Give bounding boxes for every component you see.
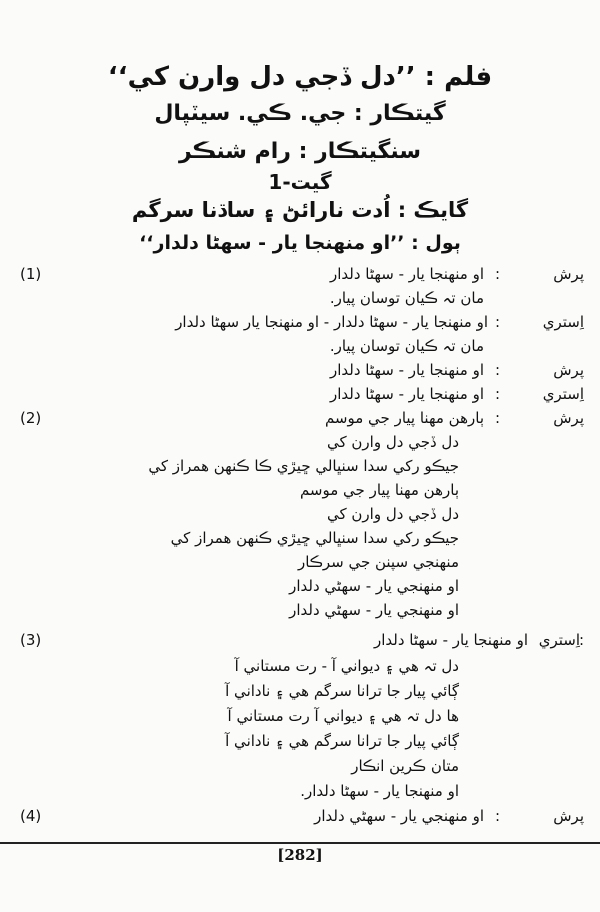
lyric-line: دل ڏجي دل وارن کي: [327, 433, 459, 451]
lyric-row: [20, 804, 584, 828]
page-number: [282]: [277, 846, 323, 864]
lyric-line: ٻارهن مهنا پيار جي موسم: [299, 481, 459, 499]
composer-line: سنگيتڪار : رام شنڪر: [179, 139, 421, 164]
lyric-row: [20, 754, 584, 778]
lyric-row: [20, 526, 584, 550]
verse-number: (4): [20, 807, 42, 825]
label-colon: :: [494, 385, 500, 403]
lyric-row: [20, 334, 584, 358]
song-number: گيت-1: [268, 170, 332, 194]
verse-number: (1): [20, 265, 42, 283]
lyric-line: او منهنجا يار - سهڻا دلدار: [329, 265, 484, 283]
lyric-line: او منهنجا يار - سهڻا دلدار.: [300, 782, 459, 800]
lyric-line: ها دل تہ هي ۽ ديواني آ رت مستاني آ: [227, 707, 459, 725]
lyric-line: ڳائي پيار جا ترانا سرگم هي ۽ ناداني آ: [225, 682, 459, 700]
film-title: فلم : ’’دل ڏجي دل وارن کي‘‘: [107, 62, 493, 92]
lyric-line: جيڪو رکي سدا سنڀالي ڇيڙي ڪا ڪنهن همراز کي: [148, 457, 459, 475]
lyric-row: [20, 382, 584, 406]
singer-label-male: پرش: [553, 361, 584, 379]
verse-number: (3): [20, 631, 42, 649]
lyric-line: دل تہ هي ۽ ديواني آ - رت مستاني آ: [234, 657, 459, 675]
lyric-line: متان ڪرين انڪار: [351, 757, 459, 775]
lyric-row: [20, 430, 584, 454]
label-colon: :: [494, 807, 500, 825]
song-opening-words: ٻول : ’’او منهنجا يار - سهڻا دلدار‘‘: [139, 232, 461, 254]
lyric-line: منهنجي سپنن جي سرڪار: [298, 553, 459, 571]
lyric-row: [20, 406, 584, 430]
lyric-row: [20, 310, 584, 334]
lyric-line: او منهنجي يار - سهڻي دلدار: [314, 807, 484, 825]
lyric-row: [20, 704, 584, 728]
singers-line: گايڪ : اُدت نارائڻ ۽ ساڌنا سرگم: [131, 198, 469, 222]
lyric-row: [20, 654, 584, 678]
label-colon: :: [578, 631, 584, 649]
lyric-line: او منهنجا يار - سهڻا دلدار: [329, 361, 484, 379]
lyric-row: [20, 779, 584, 803]
lyric-line: جيڪو رکي سدا سنڀالي ڇيڙي ڪنهن همراز کي: [170, 529, 459, 547]
singer-label-male: پرش: [553, 265, 584, 283]
lyric-row: [20, 729, 584, 753]
lyricist-line: گيتڪار : جي. ڪي. سيٽپال: [154, 101, 446, 126]
footer-rule: [0, 842, 600, 844]
singer-label-female: اِستري: [542, 313, 584, 331]
lyric-row: [20, 550, 584, 574]
lyric-row: [20, 262, 584, 286]
lyric-row: [20, 454, 584, 478]
lyric-row: [20, 628, 584, 652]
lyric-line: ڳائي پيار جا ترانا سرگم هي ۽ ناداني آ: [225, 732, 459, 750]
singer-label-female: اِستري: [538, 631, 580, 649]
lyric-line: او منهنجي يار - سهڻي دلدار: [289, 601, 459, 619]
lyric-line: مان تہ ڪيان توسان پيار.: [329, 337, 484, 355]
label-colon: :: [494, 361, 500, 379]
label-colon: :: [494, 409, 500, 427]
lyric-line: او منهنجا يار - سهڻا دلدار - او منهنجا يار سهڻا دلدار: [175, 313, 488, 331]
lyric-row: [20, 478, 584, 502]
lyric-line: او منهنجي يار - سهڻي دلدار: [289, 577, 459, 595]
lyric-row: [20, 358, 584, 382]
singer-label-male: پرش: [553, 409, 584, 427]
lyric-line: او منهنجا يار - سهڻا دلدار: [373, 631, 528, 649]
lyric-line: او منهنجا يار - سهڻا دلدار: [329, 385, 484, 403]
singer-label-male: پرش: [553, 807, 584, 825]
lyric-line: دل ڏجي دل وارن کي: [327, 505, 459, 523]
singer-label-female: اِستري: [542, 385, 584, 403]
lyric-row: [20, 574, 584, 598]
label-colon: :: [494, 313, 500, 331]
lyric-row: [20, 502, 584, 526]
verse-number: (2): [20, 409, 42, 427]
label-colon: :: [494, 265, 500, 283]
lyric-row: [20, 286, 584, 310]
lyric-line: مان تہ ڪيان توسان پيار.: [329, 289, 484, 307]
lyric-row: [20, 598, 584, 622]
lyric-line: ٻارهن مهنا پيار جي موسم: [324, 409, 484, 427]
lyric-row: [20, 679, 584, 703]
